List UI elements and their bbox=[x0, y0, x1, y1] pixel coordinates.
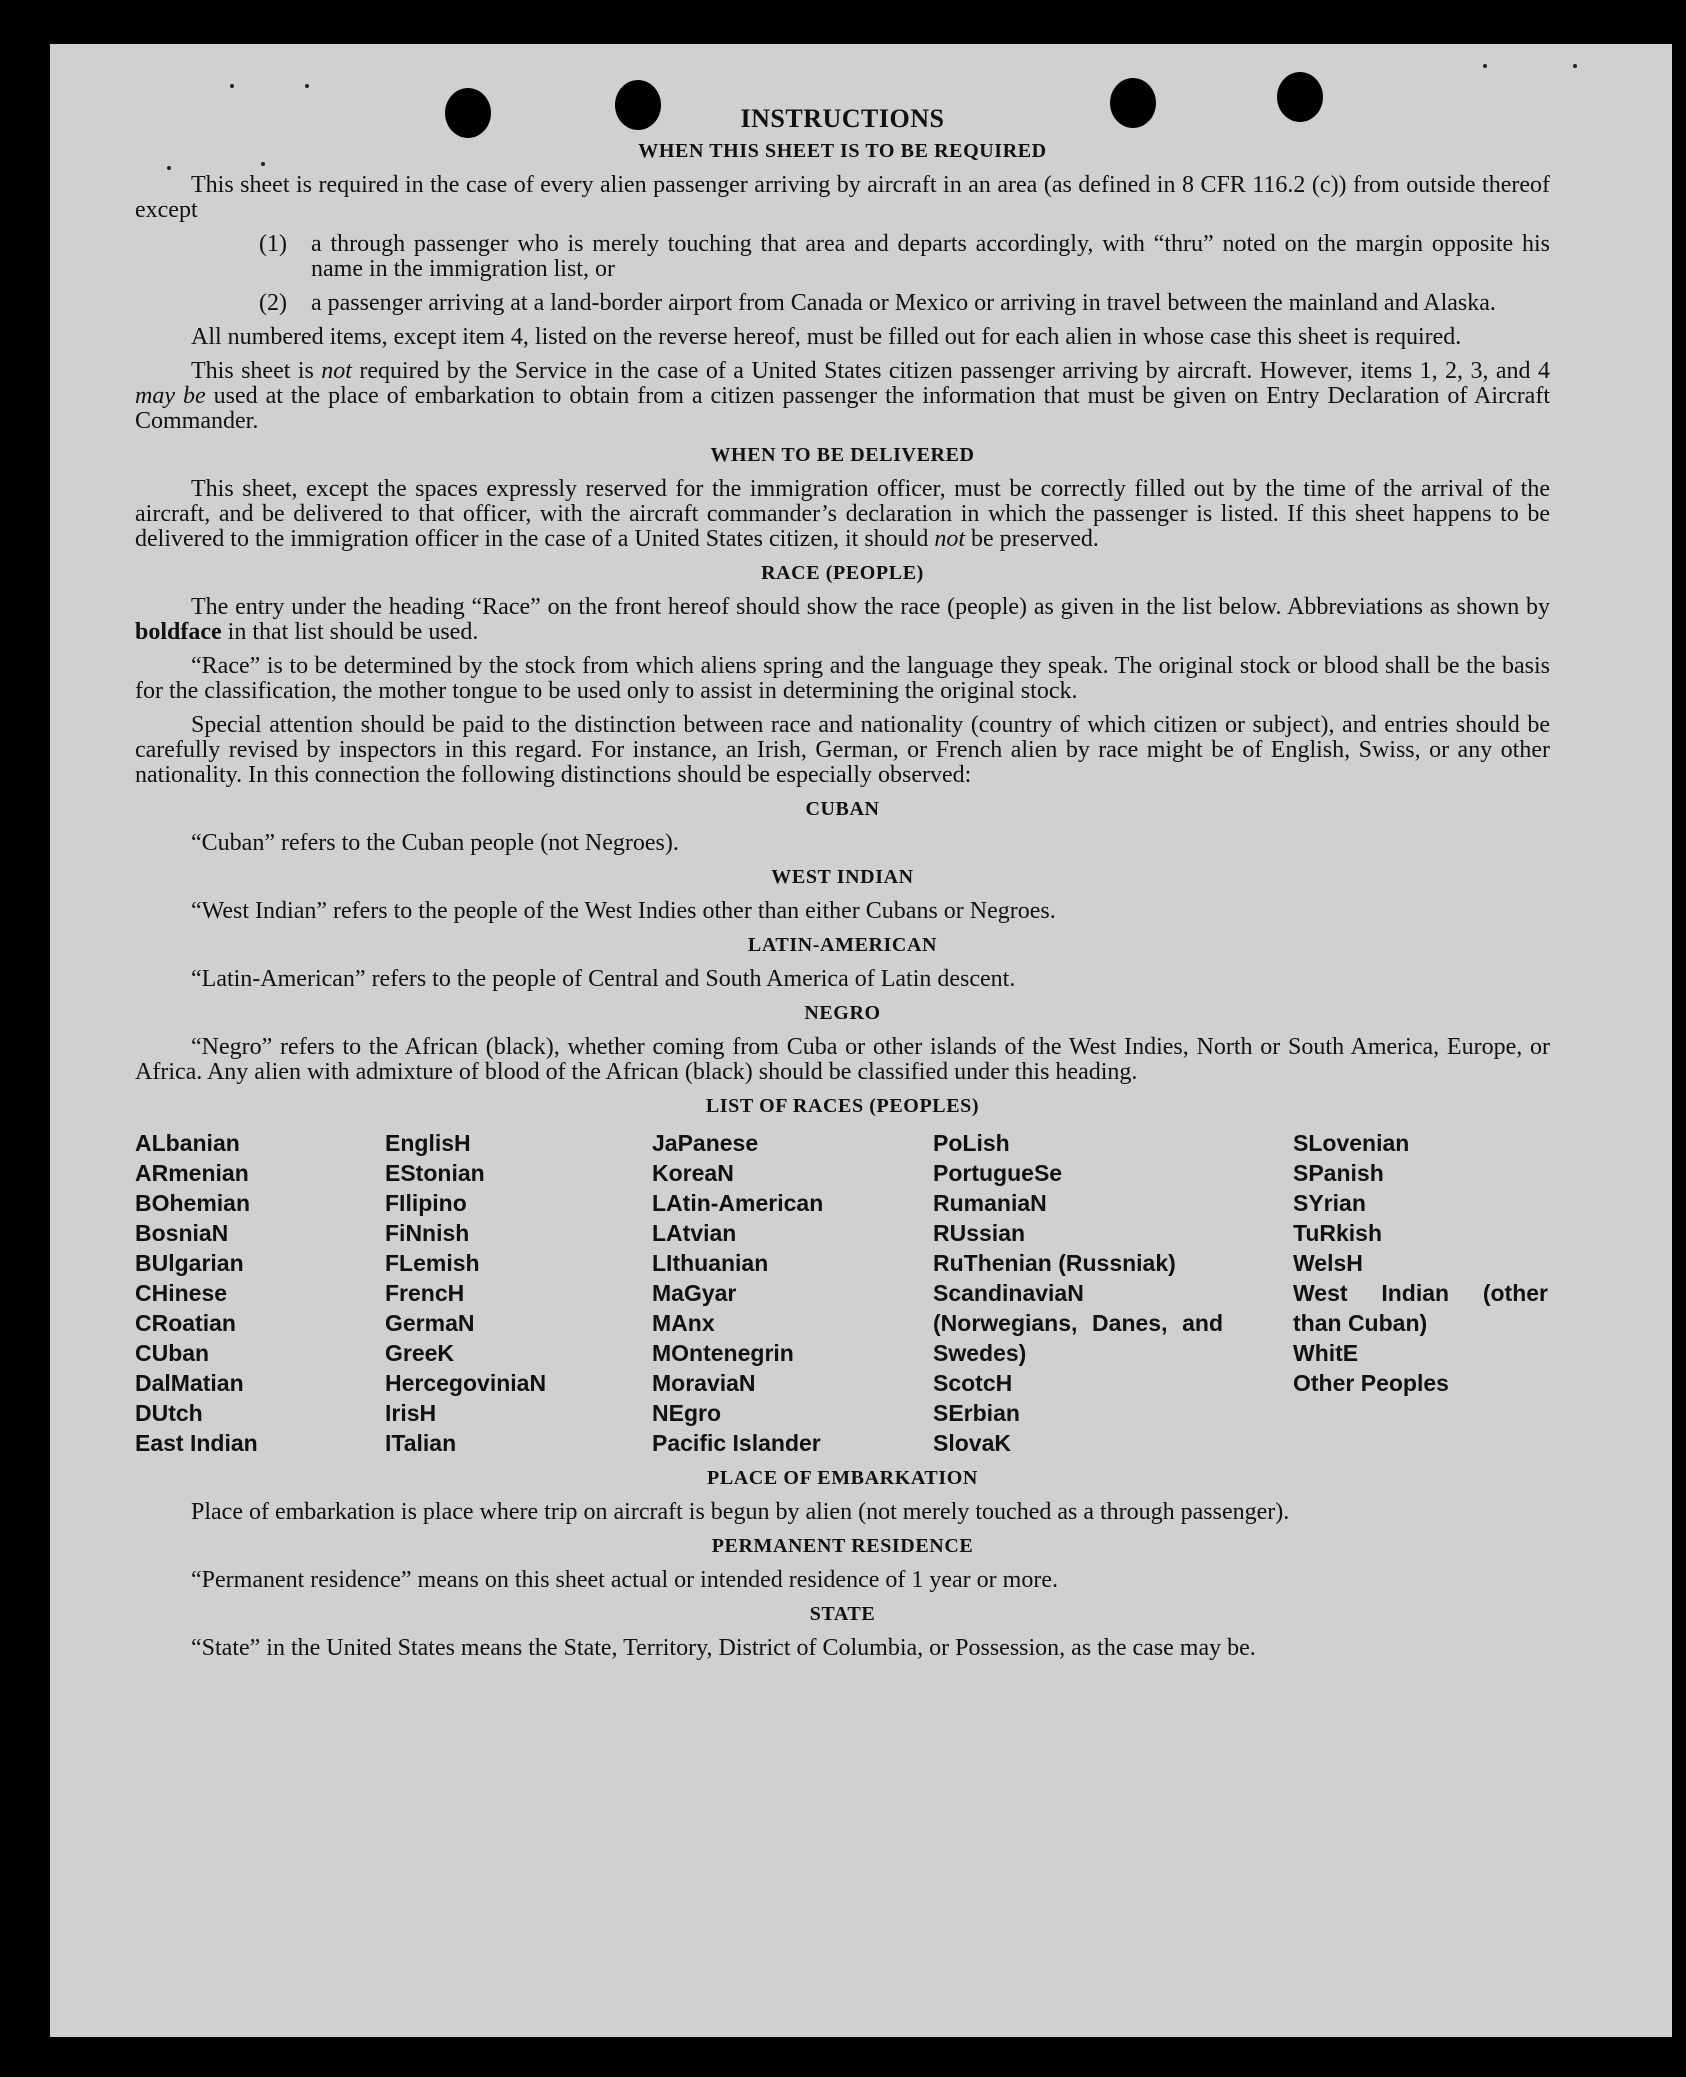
paragraph: “West Indian” refers to the people of the West Indies other than either Cubans or Negroes. bbox=[191, 898, 1056, 924]
race-item: LIthuanian bbox=[652, 1250, 769, 1276]
race-item: East Indian bbox=[135, 1430, 258, 1456]
race-item: RuThenian (Russniak) bbox=[933, 1250, 1176, 1276]
races-list bbox=[135, 1128, 1550, 1458]
paragraph: “Cuban” refers to the Cuban people (not Negroes). bbox=[191, 830, 679, 856]
races-column-2 bbox=[385, 1128, 652, 1458]
race-item: LAtvian bbox=[652, 1220, 737, 1246]
race-item: WhitE bbox=[1293, 1340, 1359, 1366]
section-heading-delivered: WHEN TO BE DELIVERED bbox=[710, 444, 975, 466]
race-item: CRoatian bbox=[135, 1310, 236, 1336]
race-item: FiNnish bbox=[385, 1220, 470, 1246]
item-number: (1) bbox=[259, 231, 287, 257]
race-item: MOntenegrin bbox=[652, 1340, 794, 1366]
race-item: FLemish bbox=[385, 1250, 480, 1276]
race-item: DalMatian bbox=[135, 1370, 244, 1396]
section-heading-west-indian: WEST INDIAN bbox=[771, 866, 914, 888]
race-item: DUtch bbox=[135, 1400, 203, 1426]
race-item: BosniaN bbox=[135, 1220, 229, 1246]
race-item: MaGyar bbox=[652, 1280, 737, 1306]
section-heading-required: WHEN THIS SHEET IS TO BE REQUIRED bbox=[638, 140, 1047, 162]
race-item: FIlipino bbox=[385, 1190, 467, 1216]
section-heading-embarkation: PLACE OF EMBARKATION bbox=[707, 1467, 978, 1489]
race-item: KoreaN bbox=[652, 1160, 734, 1186]
section-heading-list-of-races: LIST OF RACES (PEOPLES) bbox=[705, 1095, 980, 1117]
paragraph: Place of embarkation is place where trip on aircraft is begun by alien (not merely touched as a through passenger). bbox=[191, 1499, 1290, 1525]
race-item: SYrian bbox=[1293, 1190, 1366, 1216]
race-item: PoLish bbox=[933, 1130, 1010, 1156]
paragraph: Special attention should be paid to the distinction between race and nationality (country of which citizen or subject), and entries should be carefully revised by inspectors in this regard. For instance, an Irish, German, or French alien by race might be of English, Swiss, or any other nationality. In this connection the following distinctions should be especially observed: bbox=[135, 712, 1550, 788]
race-item: MoraviaN bbox=[652, 1370, 756, 1396]
race-item: IrisH bbox=[385, 1400, 437, 1426]
item-number: (2) bbox=[259, 290, 287, 316]
race-item: SlovaK bbox=[933, 1430, 1011, 1456]
races-column-5 bbox=[1293, 1128, 1548, 1458]
race-item: JaPanese bbox=[652, 1130, 759, 1156]
race-item: CHinese bbox=[135, 1280, 228, 1306]
paragraph: “Negro” refers to the African (black), whether coming from Cuba or other islands of the West Indies, North or South America, Europe, or Africa. Any alien with admixture of blood of the African (black) should be classified under this heading. bbox=[135, 1034, 1550, 1085]
race-item: HercegoviniaN bbox=[385, 1370, 547, 1396]
race-item: ScotcH bbox=[933, 1370, 1013, 1396]
section-heading-negro: NEGRO bbox=[804, 1002, 881, 1024]
section-heading-race: RACE (PEOPLE) bbox=[761, 562, 924, 584]
race-item: PortugueSe bbox=[933, 1160, 1063, 1186]
paragraph: This sheet is not required by the Service in the case of a United States citizen passenger arriving by aircraft. However, items 1, 2, 3, and 4 may be used at the place of embarkation to obtain from a citizen passenger the information that must be given on Entry Declaration of Aircraft Commander. bbox=[135, 358, 1550, 434]
race-item: LAtin-American bbox=[652, 1190, 824, 1216]
race-item: BOhemian bbox=[135, 1190, 251, 1216]
race-item: NEgro bbox=[652, 1400, 721, 1426]
race-item: SErbian bbox=[933, 1400, 1020, 1426]
race-item: SPanish bbox=[1293, 1160, 1384, 1186]
race-item: RUssian bbox=[933, 1220, 1026, 1246]
race-item: EnglisH bbox=[385, 1130, 471, 1156]
races-column-4 bbox=[933, 1128, 1223, 1458]
section-heading-residence: PERMANENT RESIDENCE bbox=[711, 1535, 974, 1557]
instructions-content bbox=[135, 104, 1550, 1670]
races-column-1 bbox=[135, 1128, 385, 1458]
race-item: WelsH bbox=[1293, 1250, 1363, 1276]
paragraph: “Permanent residence” means on this sheet actual or intended residence of 1 year or more. bbox=[191, 1567, 1058, 1593]
item-text: a through passenger who is merely touching that area and departs accordingly, with “thru” noted on the margin opposite his name in the immigration list, or bbox=[311, 231, 1550, 282]
paragraph: All numbered items, except item 4, listed on the reverse hereof, must be filled out for each alien in whose case this sheet is required. bbox=[191, 324, 1462, 350]
paragraph: This sheet, except the spaces expressly reserved for the immigration officer, must be correctly filled out by the time of the arrival of the aircraft, and be delivered to that officer, with the aircraft commander’s declaration in which the passenger is listed. If this sheet happens to be delivered to the immigration officer in the case of a United States citizen, it should not be preserved. bbox=[135, 476, 1550, 552]
race-item: GreeK bbox=[385, 1340, 455, 1366]
race-item: Pacific Islander bbox=[652, 1430, 821, 1456]
race-item: ARmenian bbox=[135, 1160, 249, 1186]
race-item: EStonian bbox=[385, 1160, 485, 1186]
page-title: INSTRUCTIONS bbox=[740, 104, 945, 133]
speck bbox=[1483, 64, 1487, 68]
race-item: ALbanian bbox=[135, 1130, 240, 1156]
race-item: CUban bbox=[135, 1340, 210, 1366]
speck bbox=[305, 84, 309, 88]
race-item-scandinavian: ScandinaviaN (Norwegians, Danes, and Swedes) bbox=[933, 1280, 1223, 1366]
race-item: ITalian bbox=[385, 1430, 457, 1456]
paragraph: “Latin-American” refers to the people of Central and South America of Latin descent. bbox=[191, 966, 1016, 992]
paragraph: This sheet is required in the case of every alien passenger arriving by aircraft in an area (as defined in 8 CFR 116.2 (c)) from outside thereof except bbox=[135, 172, 1550, 223]
race-item-west-indian: West Indian (other than Cuban) bbox=[1293, 1280, 1548, 1336]
paragraph: “State” in the United States means the State, Territory, District of Columbia, or Possession, as the case may be. bbox=[191, 1635, 1256, 1661]
race-item: BUlgarian bbox=[135, 1250, 244, 1276]
item-text: a passenger arriving at a land-border airport from Canada or Mexico or arriving in travel between the mainland and Alaska. bbox=[311, 290, 1496, 316]
races-column-3 bbox=[652, 1128, 933, 1458]
race-item: RumaniaN bbox=[933, 1190, 1047, 1216]
race-item: MAnx bbox=[652, 1310, 715, 1336]
list-item bbox=[259, 232, 1550, 282]
race-item: TuRkish bbox=[1293, 1220, 1383, 1246]
section-heading-cuban: CUBAN bbox=[805, 798, 880, 820]
race-item: SLovenian bbox=[1293, 1130, 1410, 1156]
race-item: FrencH bbox=[385, 1280, 465, 1306]
paragraph: “Race” is to be determined by the stock from which aliens spring and the language they speak. The original stock or blood shall be the basis for the classification, the mother tongue to be used only to assist in determining the original stock. bbox=[135, 653, 1550, 704]
race-item: GermaN bbox=[385, 1310, 475, 1336]
speck bbox=[1573, 64, 1577, 68]
section-heading-latin-american: LATIN-AMERICAN bbox=[747, 934, 938, 956]
section-heading-state: STATE bbox=[809, 1603, 876, 1625]
speck bbox=[230, 84, 234, 88]
list-item bbox=[259, 291, 1550, 316]
paragraph: The entry under the heading “Race” on the front hereof should show the race (people) as given in the list below. Abbreviations as shown by boldface in that list should be used. bbox=[135, 594, 1550, 645]
race-item: Other Peoples bbox=[1293, 1370, 1449, 1396]
document-page bbox=[50, 44, 1672, 2037]
